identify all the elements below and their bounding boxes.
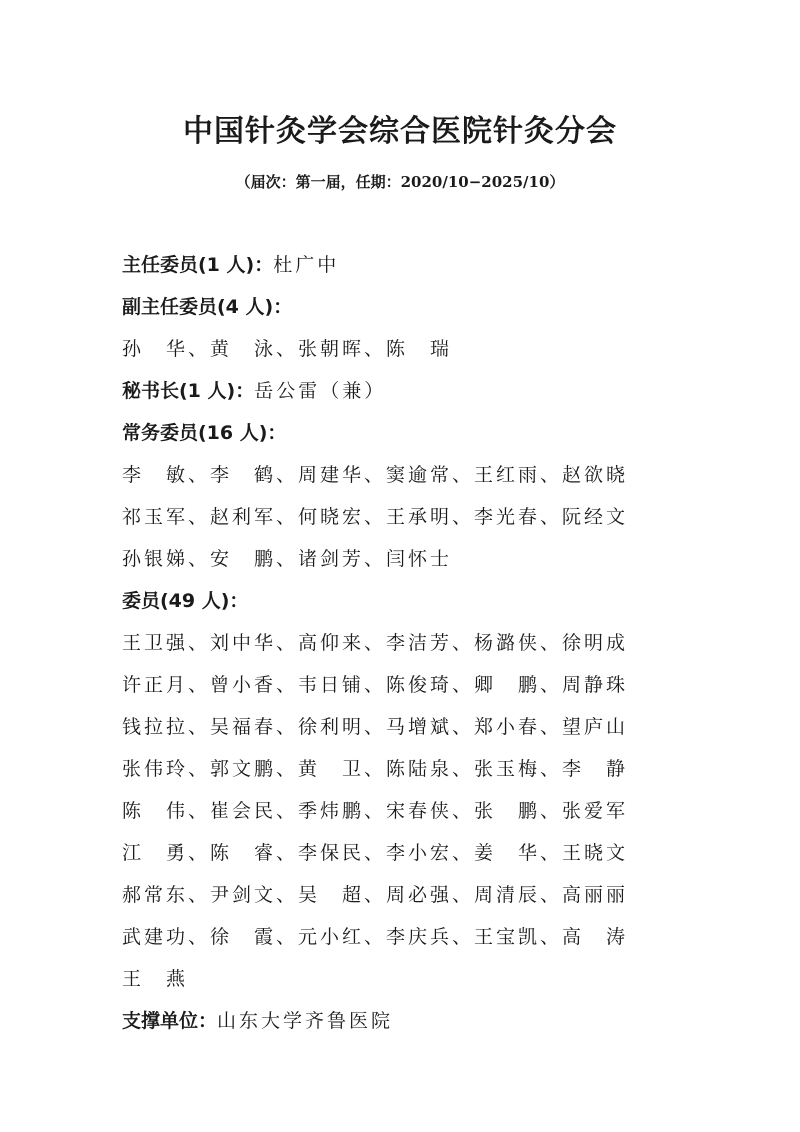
standing-committee-line: 孙银娣、安 鹏、诸剑芳、闫怀士 (122, 548, 453, 570)
members-label: 委员(49 人)： (122, 590, 249, 612)
members-line: 郝常东、尹剑文、吴 超、周必强、周清辰、高丽丽 (122, 884, 629, 906)
page-title: 中国针灸学会综合医院针灸分会 (183, 114, 617, 149)
supporting-unit-label: 支撑单位： (122, 1010, 218, 1032)
secretary-name: 岳公雷（兼） (254, 380, 387, 402)
members-line: 张伟玲、郭文鹏、黄 卫、陈陆泉、张玉梅、李 静 (122, 758, 629, 780)
members-line: 陈 伟、崔会民、季炜鹏、宋春侠、张 鹏、张爱军 (122, 800, 629, 822)
members-line: 许正月、曾小香、韦日铺、陈俊琦、卿 鹏、周静珠 (122, 674, 629, 696)
standing-committee-line: 李 敏、李 鹤、周建华、窦逾常、王红雨、赵欲晓 (122, 464, 629, 486)
supporting-unit-row (122, 1006, 682, 1048)
members-line: 王卫强、刘中华、高仰来、李洁芳、杨潞侠、徐明成 (122, 632, 629, 654)
secretary-row (122, 376, 682, 418)
secretary-label: 秘书长(1 人)： (122, 380, 255, 402)
standing-committee-label: 常务委员(16 人)： (122, 422, 287, 444)
members-line: 王 燕 (122, 968, 189, 990)
vice-directors-label: 副主任委员(4 人)： (122, 296, 293, 318)
director-label: 主任委员(1 人)： (122, 254, 274, 276)
term-subtitle: （届次：第一届，任期：2020/10−2025/10） (235, 173, 565, 191)
standing-committee-line: 祁玉军、赵利军、何晓宏、王承明、李光春、阮经文 (122, 506, 629, 528)
members-line: 武建功、徐 霞、元小红、李庆兵、王宝凯、高 涛 (122, 926, 629, 948)
director-name: 杜广中 (273, 254, 340, 276)
members-line: 钱拉拉、吴福春、徐利明、马增斌、郑小春、望庐山 (122, 716, 629, 738)
committee-list (122, 250, 682, 1048)
director-row (122, 250, 682, 292)
vice-directors-names: 孙 华、黄 泳、张朝晖、陈 瑞 (122, 338, 453, 360)
supporting-unit-name: 山东大学齐鲁医院 (217, 1010, 394, 1032)
members-line: 江 勇、陈 睿、李保民、李小宏、姜 华、王晓文 (122, 842, 629, 864)
